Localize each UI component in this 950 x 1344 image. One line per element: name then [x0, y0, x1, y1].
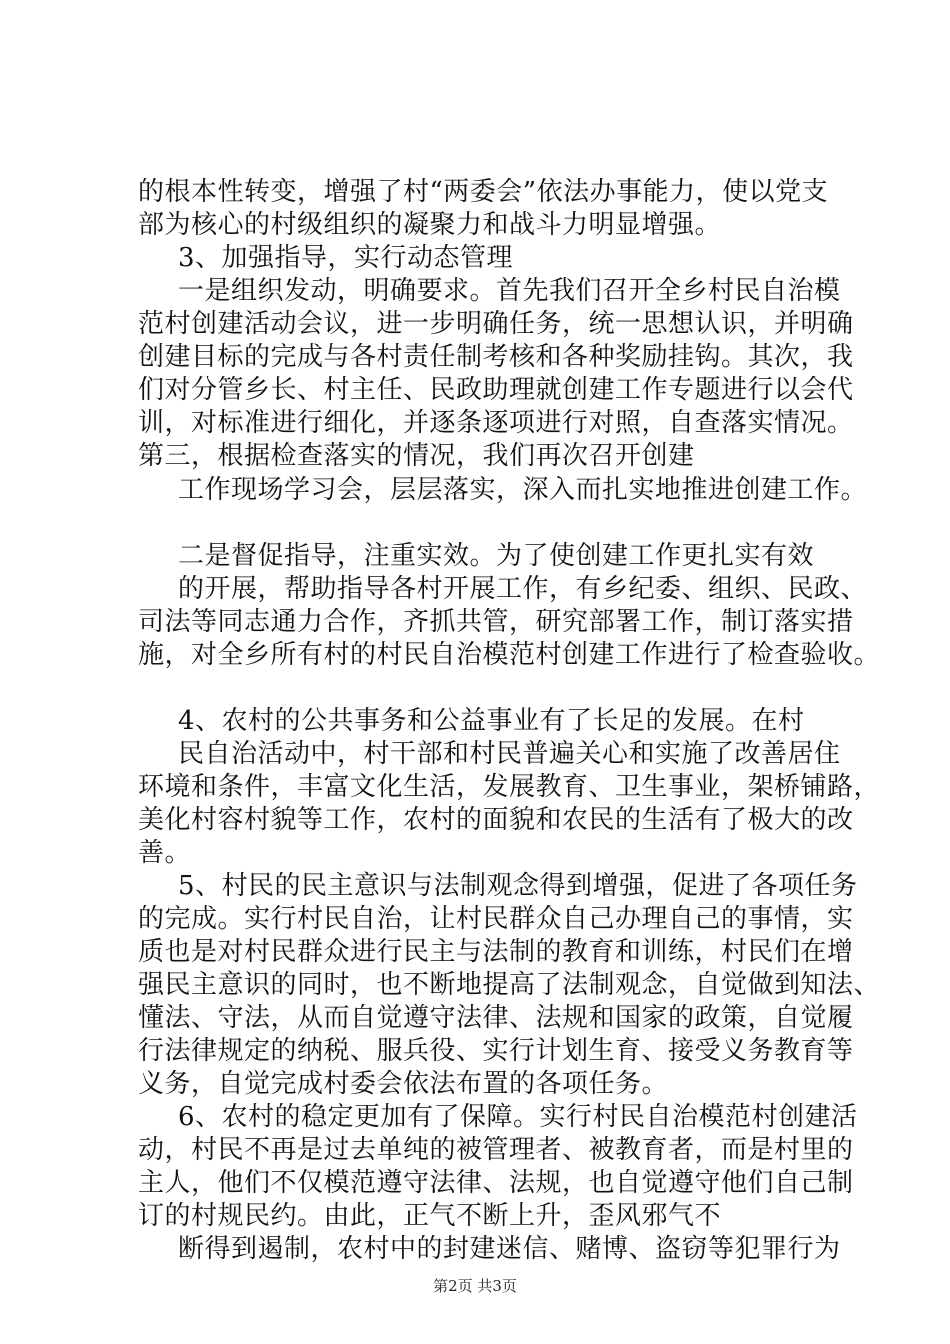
page-number-footer: 第2页 共3页 [433, 1277, 517, 1295]
text-line: 二是督促指导，注重实效。为了使创建工作更扎实有效 [178, 541, 815, 571]
text-line: 施，对全乡所有村的村民自治模范村创建工作进行了检查验收。 [138, 640, 881, 670]
text-line: 行法律规定的纳税、服兵役、实行计划生育、接受义务教育等 [138, 1036, 854, 1066]
text-line: 范村创建活动会议，进一步明确任务，统一思想认识，并明确 [138, 309, 854, 339]
text-line: 强民主意识的同时，也不断地提高了法制观念，自觉做到知法、 [138, 970, 881, 1000]
text-line: 订的村规民约。由此，正气不断上升，歪风邪气不 [138, 1201, 722, 1231]
text-line: 断得到遏制，农村中的封建迷信、赌博、盗窃等犯罪行为 [178, 1234, 841, 1264]
text-line: 的完成。实行村民自治，让村民群众自己办理自己的事情，实 [138, 904, 854, 934]
text-line: 司法等同志通力合作，齐抓共管，研究部署工作，制订落实措 [138, 607, 854, 637]
text-line: 部为核心的村级组织的凝聚力和战斗力明显增强。 [138, 210, 722, 240]
text-line: 美化村容村貌等工作，农村的面貌和农民的生活有了极大的改 [138, 805, 854, 835]
text-line: 的根本性转变，增强了村“两委会”依法办事能力，使以党支 [138, 177, 829, 207]
text-line: 动，村民不再是过去单纯的被管理者、被教育者，而是村里的 [138, 1135, 854, 1165]
text-line: 民自治活动中，村干部和村民普遍关心和实施了改善居住 [178, 739, 841, 769]
text-line: 善。 [138, 838, 192, 868]
text-line: 义务，自觉完成村委会依法布置的各项任务。 [138, 1069, 669, 1099]
section-heading: 4、农村的公共事务和公益事业有了长足的发展。在村 [178, 706, 805, 736]
text-line: 一是组织发动，明确要求。首先我们召开全乡村民自治模 [178, 276, 841, 306]
text-line: 创建目标的完成与各村责任制考核和各种奖励挂钩。其次，我 [138, 342, 854, 372]
text-line: 第三，根据检查落实的情况，我们再次召开创建 [138, 441, 695, 471]
section-heading: 6、农村的稳定更加有了保障。实行村民自治模范村创建活 [178, 1102, 858, 1132]
text-line: 训，对标准进行细化，并逐条逐项进行对照，自查落实情况。 [138, 408, 854, 438]
section-heading: 3、加强指导，实行动态管理 [178, 243, 514, 273]
text-line: 环境和条件，丰富文化生活，发展教育、卫生事业，架桥铺路， [138, 772, 881, 802]
text-line: 的开展，帮助指导各村开展工作，有乡纪委、组织、民政、 [178, 574, 868, 604]
text-line: 懂法、守法，从而自觉遵守法律、法规和国家的政策，自觉履 [138, 1003, 854, 1033]
text-line: 工作现场学习会，层层落实，深入而扎实地推进创建工作。 [178, 475, 868, 505]
text-line: 主人，他们不仅模范遵守法律、法规，也自觉遵守他们自己制 [138, 1168, 854, 1198]
section-heading: 5、村民的民主意识与法制观念得到增强，促进了各项任务 [178, 871, 858, 901]
text-line: 们对分管乡长、村主任、民政助理就创建工作专题进行以会代 [138, 375, 854, 405]
text-line: 质也是对村民群众进行民主与法制的教育和训练，村民们在增 [138, 937, 854, 967]
